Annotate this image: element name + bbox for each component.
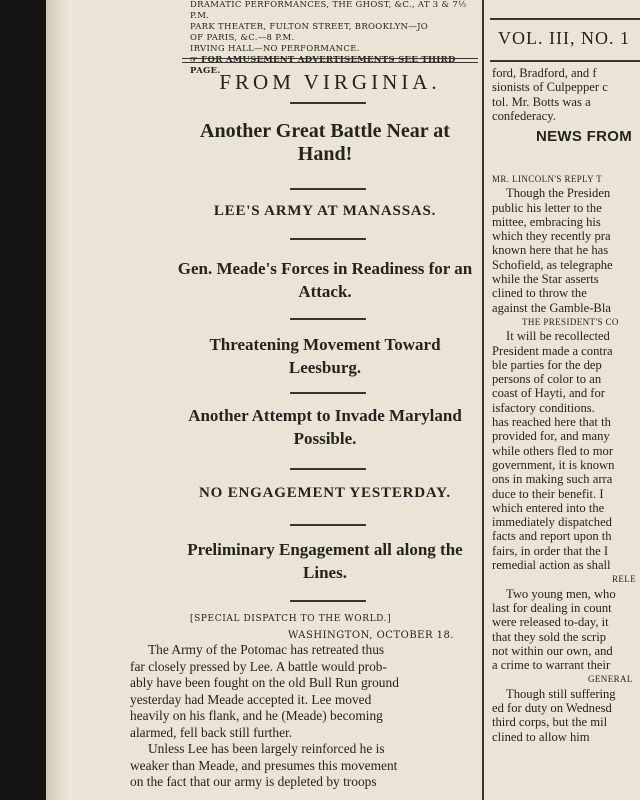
text-line: immediately dispatched xyxy=(492,515,612,530)
text-line: ble parties for the dep xyxy=(492,357,602,372)
text-line: alarmed, fell back still further. xyxy=(130,724,293,740)
text-line: clined to allow him xyxy=(492,729,590,744)
text-line: coast of Hayti, and for xyxy=(492,386,605,401)
right-column xyxy=(486,0,640,800)
text-line: while others fled to mor xyxy=(492,443,614,458)
listing-line: ☞ FOR AMUSEMENT ADVERTISEMENTS SEE THIRD PAGE. xyxy=(190,55,456,76)
text-line: ons in making such arra xyxy=(492,472,613,487)
text-line: third corps, but the mil xyxy=(492,715,608,730)
text-line: known here that he has xyxy=(492,243,609,258)
listing-line: PARK THEATER, FULTON STREET, BROOKLYN—JO xyxy=(190,22,429,32)
text-line: provided for, and many xyxy=(492,429,610,444)
text-line: that they sold the scrip xyxy=(492,629,607,644)
divider xyxy=(290,392,366,394)
volume-number: VOL. III, NO. 1 xyxy=(498,28,630,48)
text-line: remedial action as shall xyxy=(492,558,611,573)
subhead: THE PRESIDENT'S CO xyxy=(522,316,619,327)
divider xyxy=(290,102,366,104)
divider xyxy=(290,318,366,320)
listing-line: DRAMATIC PERFORMANCES, THE GHOST, &C., AT 3 & 7½ P.M. xyxy=(190,0,467,21)
column-rule xyxy=(482,0,484,800)
headline-2: LEE'S ARMY AT MANASSAS. xyxy=(213,203,437,219)
news-headline: NEWS FROM xyxy=(536,128,633,145)
divider xyxy=(290,468,366,470)
text-line: ably have been fought on the old Bull Run ground xyxy=(130,675,399,690)
amusements-listing xyxy=(190,0,480,77)
paragraph xyxy=(130,741,470,791)
headline-6: NO ENGAGEMENT YESTERDAY. xyxy=(199,485,451,501)
text-line: mittee, embracing his xyxy=(492,214,601,229)
divider xyxy=(290,524,366,526)
subhead: GENERAL xyxy=(588,674,633,685)
text-line: Though still suffering xyxy=(506,686,616,701)
subhead: MR. LINCOLN'S REPLY T xyxy=(492,174,603,184)
text-block xyxy=(492,66,640,123)
text-line: heavily on his flank, and he (Meade) becoming xyxy=(130,708,383,723)
text-line: isfactory conditions. xyxy=(492,400,595,415)
headline-5: Another Attempt to Invade Maryland Possible. xyxy=(188,406,462,448)
masthead-rule xyxy=(490,60,640,62)
text-line: duce to their benefit. I xyxy=(492,486,604,501)
divider xyxy=(290,600,366,602)
text-line: fairs, in order that the I xyxy=(492,543,609,558)
text-line: against the Gamble-Bla xyxy=(492,300,611,315)
text-line: clined to throw the xyxy=(492,286,587,301)
text-line: yesterday had Meade accepted it. Lee moved xyxy=(130,691,372,707)
main-column xyxy=(128,0,480,800)
text-line: facts and report upon th xyxy=(492,529,612,544)
text-line: confederacy. xyxy=(492,108,556,123)
text-line: weaker than Meade, and presumes this movement xyxy=(130,757,398,773)
dateline: WASHINGTON, OCTOBER 18. xyxy=(288,630,455,641)
text-line: Unless Lee has been largely reinforced he is xyxy=(148,741,385,756)
masthead-rule xyxy=(490,18,640,20)
article-body xyxy=(130,642,470,791)
text-line: far closely pressed by Lee. A battle would prob- xyxy=(130,658,387,674)
listing-line: OF PARIS, &C.—8 P.M. xyxy=(190,33,295,43)
text-line: government, it is known xyxy=(492,457,615,472)
byline: [SPECIAL DISPATCH TO THE WORLD.] xyxy=(190,614,392,624)
text-line: which entered into the xyxy=(492,500,605,515)
headline-3: Gen. Meade's Forces in Readiness for an Attack. xyxy=(177,259,473,301)
text-line: a crime to warrant their xyxy=(492,658,611,673)
text-line: public his letter to the xyxy=(492,200,602,215)
double-rule xyxy=(182,58,478,63)
text-line: Schofield, as telegraphe xyxy=(492,257,613,272)
text-line: on the fact that our army is depleted by troops xyxy=(130,774,377,789)
divider xyxy=(290,238,366,240)
text-block xyxy=(492,172,640,744)
text-line: President made a contra xyxy=(492,343,613,358)
subhead: RELE xyxy=(612,574,637,585)
text-line: not within our own, and xyxy=(492,643,613,658)
headline-4: Threatening Movement Toward Leesburg. xyxy=(209,335,441,377)
headline-7: Preliminary Engagement all along the Lines. xyxy=(187,540,463,582)
text-line: It will be recollected xyxy=(506,329,610,344)
divider xyxy=(290,188,366,190)
text-line: sionists of Culpepper c xyxy=(492,80,608,95)
text-line: The Army of the Potomac has retreated thus xyxy=(148,642,385,657)
text-line: has reached here that th xyxy=(492,415,611,430)
text-line: ford, Bradford, and f xyxy=(492,66,597,80)
text-line: ed for duty on Wednesd xyxy=(492,700,612,715)
text-line: persons of color to an xyxy=(492,372,602,387)
page-edge-shadow xyxy=(46,0,86,800)
paragraph xyxy=(130,642,470,741)
listing-line: IRVING HALL—NO PERFORMANCE. xyxy=(190,44,360,54)
text-line: while the Star asserts xyxy=(492,272,599,287)
text-line: which they recently pra xyxy=(492,229,611,244)
section-title: FROM VIRGINIA. xyxy=(219,70,441,94)
text-line: tol. Mr. Botts was a xyxy=(492,94,591,109)
text-line: Though the Presiden xyxy=(506,186,611,201)
text-line: Two young men, who xyxy=(506,586,616,601)
text-line: last for dealing in count xyxy=(492,600,612,615)
text-line: were released to-day, it xyxy=(492,615,609,630)
headline-1: Another Great Battle Near at Hand! xyxy=(200,120,450,165)
